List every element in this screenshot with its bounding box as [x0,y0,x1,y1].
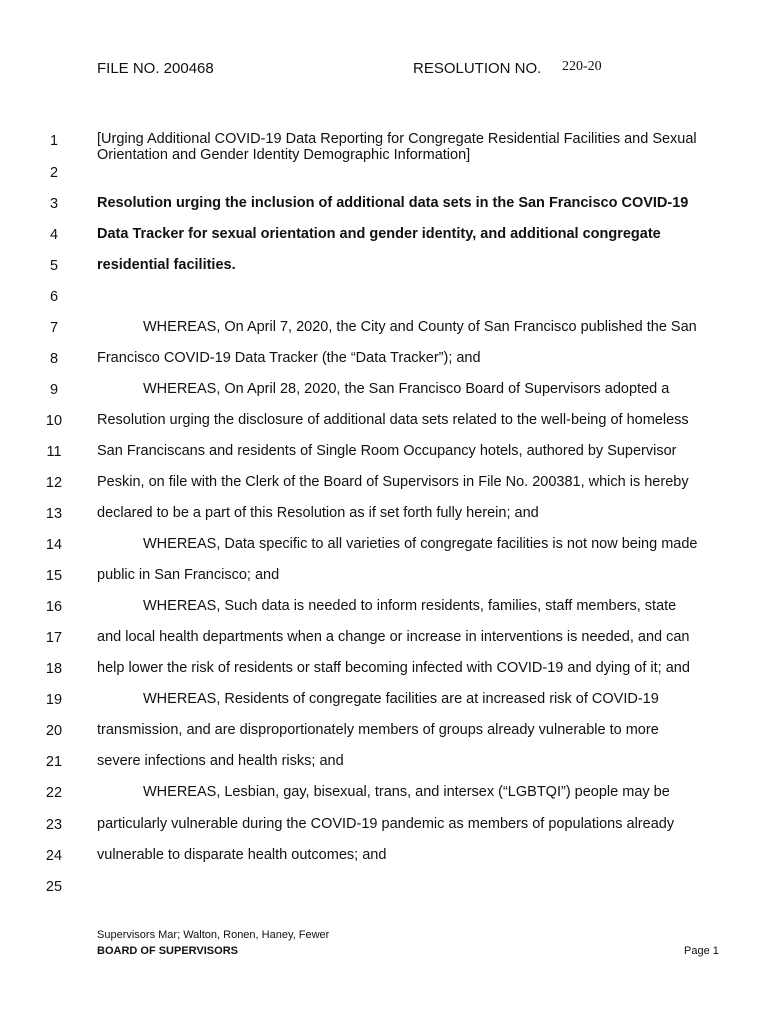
line-text: severe infections and health risks; and [97,753,344,769]
line-number: 12 [45,475,63,491]
line-number: 1 [49,133,59,149]
line-number: 2 [49,165,59,181]
line-8 [0,349,770,369]
line-text: Francisco COVID-19 Data Tracker (the “Data Tracker”); and [97,350,481,366]
line-text: WHEREAS, Lesbian, gay, bisexual, trans, and intersex (“LGBTQI”) people may be [143,784,670,800]
line-text: help lower the risk of residents or staff becoming infected with COVID-19 and dying of it; and [97,660,690,676]
line-number: 24 [45,848,63,864]
line-text: WHEREAS, Residents of congregate facilities are at increased risk of COVID-19 [143,691,659,707]
line-number: 16 [45,599,63,615]
line-13 [0,504,770,524]
line-19 [0,690,770,710]
line-number: 14 [45,537,63,553]
line-12 [0,473,770,493]
line-21 [0,752,770,772]
line-15 [0,566,770,586]
line-5 [0,256,770,276]
line-number: 10 [45,413,63,429]
line-text: Resolution urging the disclosure of additional data sets related to the well-being of homeless [97,412,689,428]
line-number: 23 [45,817,63,833]
line-text: and local health departments when a change or increase in interventions is needed, and can [97,629,690,645]
line-number: 11 [46,444,62,460]
line-6 [0,287,770,307]
line-11 [0,442,770,462]
line-number: 20 [45,723,63,739]
footer-board: BOARD OF SUPERVISORS [97,945,238,957]
line-text: WHEREAS, Such data is needed to inform residents, families, staff members, state [143,598,677,614]
line-24 [0,846,770,866]
line-number: 25 [45,879,63,895]
line-number: 5 [49,258,59,274]
header [0,60,770,82]
line-7 [0,318,770,338]
line-text: declared to be a part of this Resolution as if set forth fully herein; and [97,505,539,521]
title-bracket: [Urging Additional COVID-19 Data Reporting for Congregate Residential Facilities and Sexual Orientation and Gender Identity Demographic Information] [97,131,697,163]
line-14 [0,535,770,555]
line-number: 13 [45,506,63,522]
line-22 [0,783,770,803]
line-20 [0,721,770,741]
line-number: 15 [45,568,63,584]
line-4 [0,225,770,245]
line-number: 9 [49,382,59,398]
footer-sponsors: Supervisors Mar; Walton, Ronen, Haney, Fewer [97,929,330,941]
line-number: 8 [49,351,59,367]
line-number: 22 [45,785,63,801]
line-number: 4 [49,227,59,243]
line-2 [0,163,770,183]
line-text: particularly vulnerable during the COVID-19 pandemic as members of populations already [97,816,675,832]
line-text: public in San Francisco; and [97,567,280,583]
line-number: 6 [49,289,59,305]
line-17 [0,628,770,648]
line-number: 18 [45,661,63,677]
line-23 [0,815,770,835]
line-1 [0,131,770,151]
line-text: residential facilities. [97,257,236,273]
line-number: 7 [49,320,59,336]
line-25 [0,877,770,897]
line-text: vulnerable to disparate health outcomes; and [97,847,387,863]
line-number: 17 [45,630,63,646]
resolution-number: 220-20 [562,59,602,74]
line-18 [0,659,770,679]
line-text: Resolution urging the inclusion of additional data sets in the San Francisco COVID-19 [97,195,689,211]
line-text: Data Tracker for sexual orientation and gender identity, and additional congregate [97,226,661,242]
line-text: WHEREAS, On April 28, 2020, the San Francisco Board of Supervisors adopted a [143,381,670,397]
line-10 [0,411,770,431]
line-9 [0,380,770,400]
line-text: Peskin, on file with the Clerk of the Board of Supervisors in File No. 200381, which is hereby [97,474,689,490]
page-number: Page 1 [684,945,719,957]
line-number: 21 [45,754,63,770]
line-text: San Franciscans and residents of Single Room Occupancy hotels, authored by Supervisor [97,443,677,459]
line-number: 19 [45,692,63,708]
resolution-label: RESOLUTION NO. [413,60,542,77]
line-3 [0,194,770,214]
file-number: FILE NO. 200468 [97,60,214,77]
line-text: WHEREAS, On April 7, 2020, the City and County of San Francisco published the San [143,319,697,335]
line-text: WHEREAS, Data specific to all varieties of congregate facilities is not now being made [143,536,698,552]
line-number: 3 [49,196,59,212]
line-text: transmission, and are disproportionately members of groups already vulnerable to more [97,722,659,738]
line-16 [0,597,770,617]
